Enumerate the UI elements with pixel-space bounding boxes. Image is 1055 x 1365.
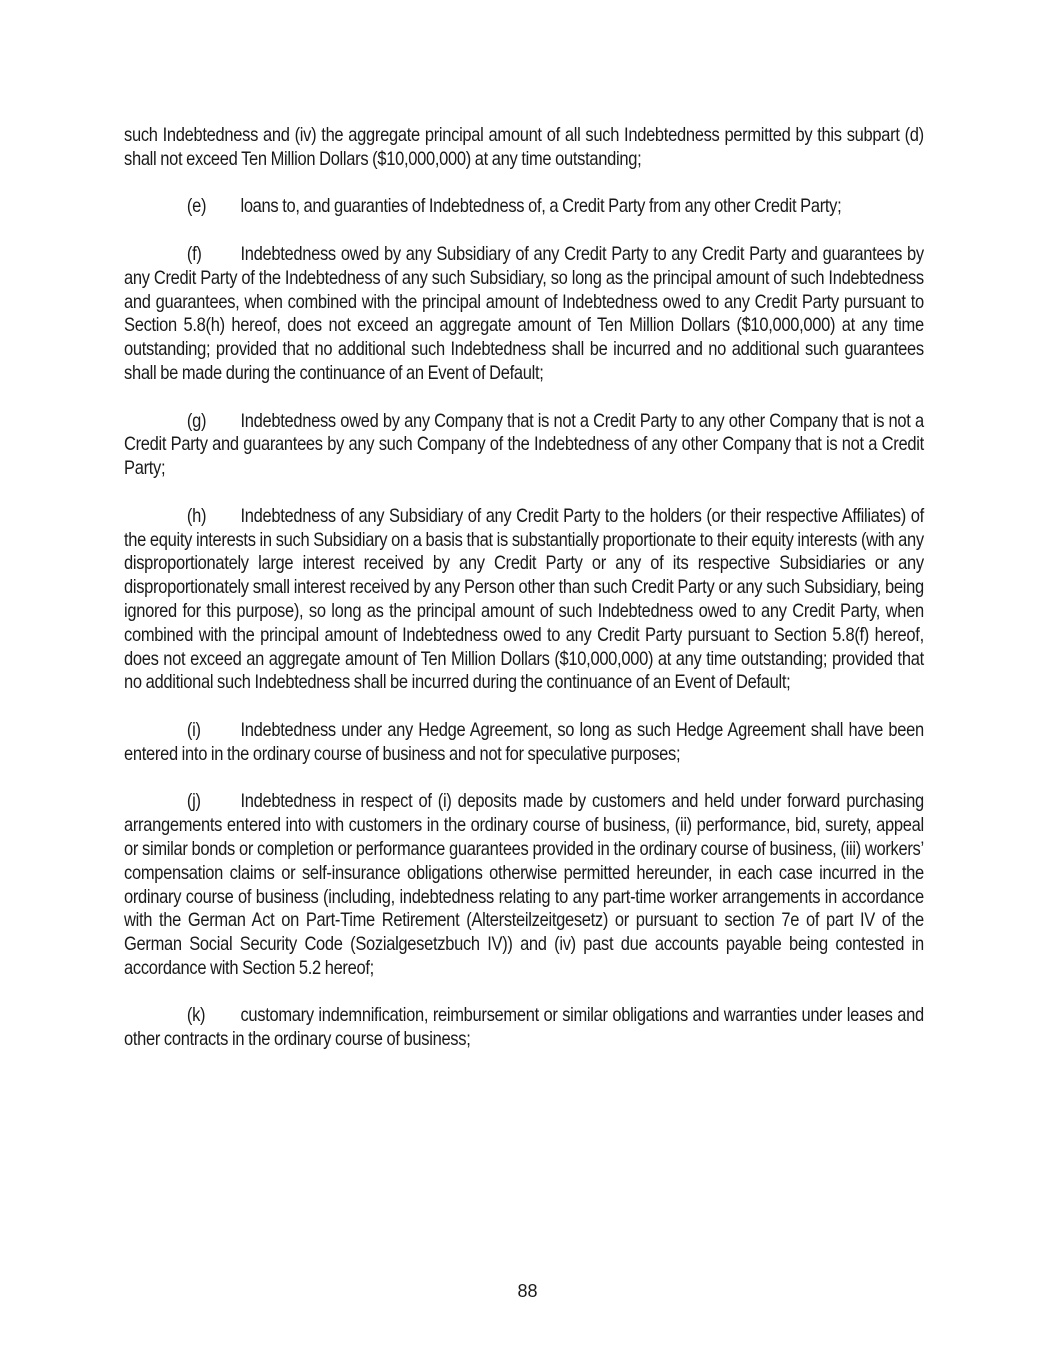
clause-label: (g) [186, 409, 207, 432]
page-number: 88 [517, 1281, 538, 1301]
clause-text: Indebtedness in respect of (i) deposits made by customers and held under forward purchasing arrangements entered into with customers in the ordinary course of business, (ii) performance, bid, surety, appeal or similar bonds or completion or performance guarantees provided in the ordinary course of business, (iii) workers’ compensation claims or self-insurance obligations otherwise permitted hereunder, in each case incurred in the ordinary course of business (including, indebtedness relating to any part-time worker arrangements in accordance with the German Act on Part-Time Retirement (Altersteilzeitgesetz) or pursuant to section 7e of part IV of the German Social Security Code (Sozialgesetzbuch IV)) and (iv) past due accounts payable being contested in accordance with Section 5.2 hereof; [124, 790, 924, 979]
clause-text: Indebtedness under any Hedge Agreement, so long as such Hedge Agreement shall have been entered into in the ordinary course of business and not for speculative purposes; [124, 718, 924, 765]
clause-text: customary indemnification, reimbursement or similar obligations and warranties under leases and other contracts in the ordinary course of business; [124, 1004, 924, 1051]
clause-text: loans to, and guaranties of Indebtedness of, a Credit Party from any other Credit Party; [240, 195, 842, 218]
clause-h [124, 505, 924, 695]
clause-g [124, 410, 924, 481]
clause-text: Indebtedness of any Subsidiary of any Credit Party to the holders (or their respective Affiliates) of the equity interests in such Subsidiary on a basis that is substantially proportionate to their equity interests (with any disproportionately large interest received by any Credit Party or any of its respective Subsidiaries or any disproportionately small interest received by any Person other than such Credit Party or any such Subsidiary, being ignored for this purpose), so long as the principal amount of such Indebtedness owed to any Credit Party, when combined with the principal amount of Indebtedness owed to any Credit Party pursuant to Section 5.8(f) hereof, does not exceed an aggregate amount of Ten Million Dollars ($10,000,000) at any time outstanding; provided that no additional such Indebtedness shall be incurred during the continuance of an Event of Default; [124, 504, 924, 694]
continuation-text: such Indebtedness and (iv) the aggregate principal amount of all such Indebtedness permitted by this subpart (d) shall not exceed Ten Million Dollars ($10,000,000) at any time outstanding; [124, 124, 924, 170]
clause-e [124, 195, 924, 219]
clause-j [124, 790, 924, 980]
clause-label: (k) [186, 1004, 206, 1027]
clause-label: (j) [186, 790, 201, 813]
clause-i [124, 719, 924, 767]
clause-label: (i) [186, 718, 201, 741]
document-page [124, 124, 924, 1076]
clause-k [124, 1004, 924, 1052]
continuation-paragraph [124, 124, 924, 172]
clause-label: (e) [186, 195, 207, 218]
clause-label: (h) [186, 504, 207, 527]
clause-label: (f) [186, 242, 202, 265]
clause-text: Indebtedness owed by any Subsidiary of any Credit Party to any Credit Party and guarantees by any Credit Party of the Indebtedness of any such Subsidiary, so long as the principal amount of such Indebtedness and guarantees, when combined with the principal amount of Indebtedness owed to any Credit Party pursuant to Section 5.8(h) hereof, does not exceed an aggregate amount of Ten Million Dollars ($10,000,000) at any time outstanding; provided that no additional such Indebtedness shall be incurred and no additional such guarantees shall be made during the continuance of an Event of Default; [124, 242, 924, 384]
clause-text: Indebtedness owed by any Company that is not a Credit Party to any other Company that is not a Credit Party and guarantees by any such Company of the Indebtedness of any other Company that is not a Credit Party; [124, 409, 924, 480]
clause-f [124, 243, 924, 386]
